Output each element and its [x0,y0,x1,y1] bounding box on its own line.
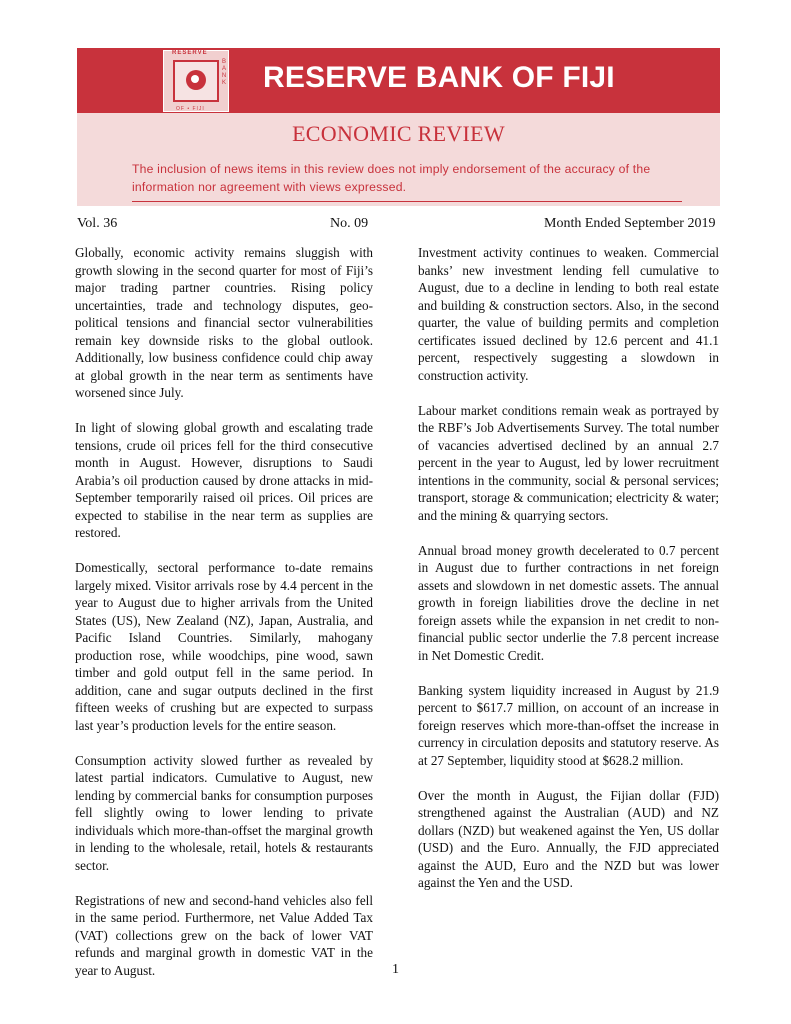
right-column [418,244,719,909]
paragraph-exchange-rate: Over the month in August, the Fijian dollar (FJD) strengthened against the Australian (AUD) and NZ dollars (NZD) but weakened against the Yen, US dollar (USD) and the Euro. Annually, the FJD appreciated against the AUD, Euro and the NZD but was lower against the Yen and the USD. [418,787,719,890]
logo-sun-icon [186,70,206,90]
paragraph-broad-money: Annual broad money growth decelerated to 0.7 percent in August due to further contractions in net foreign assets and slowdown in net domestic assets. The annual growth in foreign liabilities drove the decline in net foreign assets while the expansion in net credit to non-financial public sector underlie the 7.8 percent increase in Net Domestic Credit. [418,542,719,663]
bank-name: RESERVE BANK OF FIJI [263,61,615,94]
logo-text-top: RESERVE [172,50,208,56]
page-number: 1 [392,962,399,977]
disclaimer-text: The inclusion of news items in this review does not imply endorsement of the accuracy of the information nor agreement with views expressed. [132,162,651,194]
paragraph-global-activity: Globally, economic activity remains sluggish with growth slowing in the second quarter for most of Fiji’s major trading partner countries. Rising policy uncertainties, trade and technology disputes, geo-political tensions and financial sector vulnerabilities remain key downside risks to the global outlook. Additionally, low business confidence could chip away at global growth in the near term as sentiments have worsened since July. [75,245,373,400]
issue-number: No. 09 [330,216,369,231]
paragraph-oil-prices: In light of slowing global growth and escalating trade tensions, crude oil prices fell for the third consecutive month in August. However, disruptions to Saudi Arabia’s oil production caused by drone attacks in mid-September temporarily raised oil prices. Oil prices are expected to stabilise in the near term as supplies are restored. [75,420,373,540]
paragraph-investment: Investment activity continues to weaken. Commercial banks’ new investment lending fell cumulative to August, due to a decline in lending to both real estate and building & construction sectors. Also, in the second quarter, the value of building permits and completion certificates issued declined by 12.6 percent and 41.1 percent, respectively suggesting a slowdown in construction activity. [418,245,719,383]
review-title: ECONOMIC REVIEW [292,121,505,146]
left-column [75,244,373,997]
reserve-bank-logo [163,50,229,112]
header-divider [132,201,682,202]
paragraph-sectoral-performance: Domestically, sectoral performance to-date remains largely mixed. Visitor arrivals rose by 4.4 percent in the year to August due to higher arrivals from the United States (US), New Zealand (NZ), Japan, Australia, and Pacific Island Countries. Similarly, mahogany production rose, while woodchips, pine wood, sawn timber and gold output fell in the same period. In addition, cane and sugar outputs declined in the first fifteen weeks of crushing but are expected to surpass last year’s production levels for the entire season. [75,560,373,733]
header-banner [77,48,720,113]
document-header [77,48,720,206]
paragraph-vehicle-registrations: Registrations of new and second-hand vehicles also fell in the same period. Furthermore, net Value Added Tax (VAT) collections grew on the back of lower VAT refunds and marginal growth in domestic VAT in the year to August. [75,892,373,978]
volume-label: Vol. 36 [77,216,118,231]
logo-emblem-icon [173,60,219,102]
logo-sun-center [191,75,199,83]
logo-text-side: BANK [221,59,227,86]
paragraph-consumption: Consumption activity slowed further as revealed by latest partial indicators. Cumulative to August, new lending by commercial banks for consumption purposes fell slightly owing to lower lending to private individuals which more-than-offset the marginal growth in lending to the wholesale, retail, hotels & restaurants sector. [75,752,373,873]
paragraph-labour-market: Labour market conditions remain weak as portrayed by the RBF’s Job Advertisements Survey. The total number of vacancies advertised declined by an annual 2.7 percent in the year to August, led by lower recruitment intentions in the community, social & personal services; transport, storage & communication; electricity & water; and the mining & quarrying sectors. [418,402,719,523]
issue-period: Month Ended September 2019 [544,216,716,231]
paragraph-liquidity: Banking system liquidity increased in August by 21.9 percent to $617.7 million, on account of an increase in foreign reserves which more-than-offset the increase in currency in circulation deposits and statutory reserve. As at 27 September, liquidity stood at $628.2 million. [418,682,719,768]
logo-text-bottom: OF • FIJI [176,106,205,112]
